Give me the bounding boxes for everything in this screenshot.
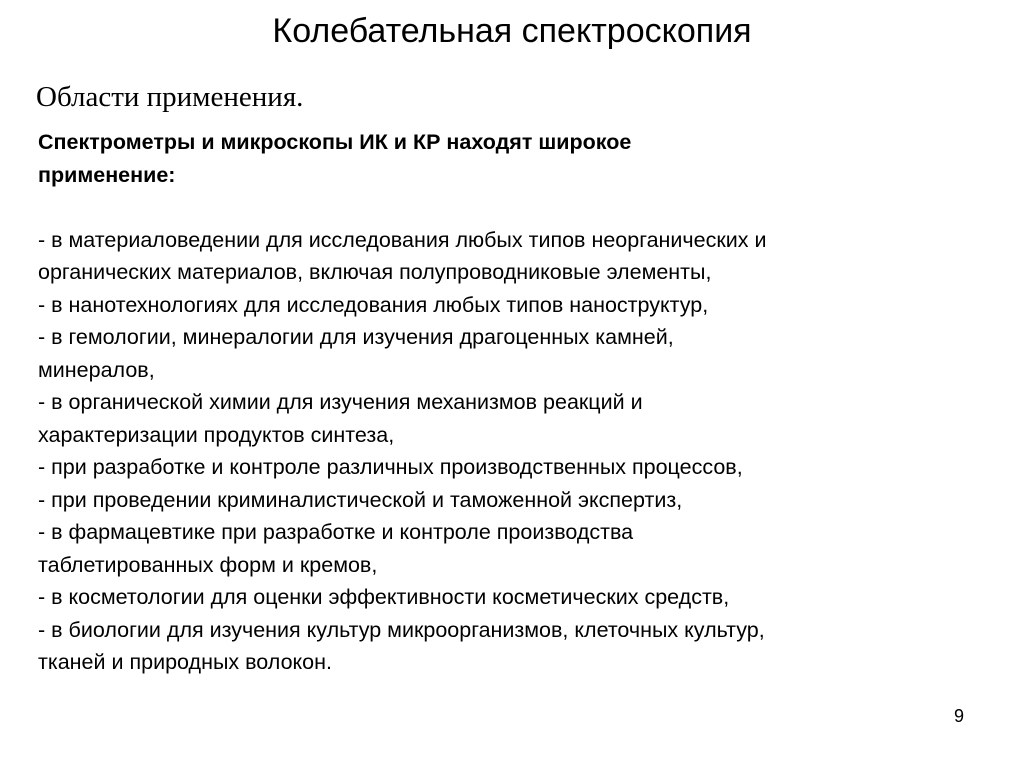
list-line: - при разработке и контроле различных производственных процессов, [38,455,743,479]
list-line: минералов, [38,357,155,382]
list-line: - в органической химии для изучения механизмов реакций и [38,390,643,414]
list-line: - в нанотехнологиях для исследования любых типов наноструктур, [38,292,709,317]
slide-title: Колебательная спектроскопия [272,12,752,50]
list-line: таблетированных форм и кремов, [38,552,378,577]
lead-line: применение: [38,162,176,187]
list-line: тканей и природных волокон. [38,650,332,674]
list-line: - в гемологии, минералогии для изучения драгоценных камней, [38,325,674,349]
page-number: 9 [953,706,964,726]
application-list [38,224,998,679]
list-line: - в материаловедении для исследования любых типов неорганических и [38,227,767,252]
list-line: - в фармацевтике при разработке и контроле производства [38,520,634,544]
slide-subtitle: Области применения. [36,81,304,113]
list-line: - в косметологии для оценки эффективности косметических средств, [38,585,730,609]
lead-line: Спектрометры и микроскопы ИК и КР находят широкое [38,130,632,154]
slide-body [38,126,998,679]
list-line: характеризации продуктов синтеза, [38,422,395,447]
list-line: - при проведении криминалистической и таможенной экспертиз, [38,487,683,512]
list-line: органических материалов, включая полупроводниковые элементы, [38,260,712,284]
list-line: - в биологии для изучения культур микроорганизмов, клеточных культур, [38,617,765,642]
paragraph-spacer [38,191,998,224]
lead-paragraph [38,126,998,191]
